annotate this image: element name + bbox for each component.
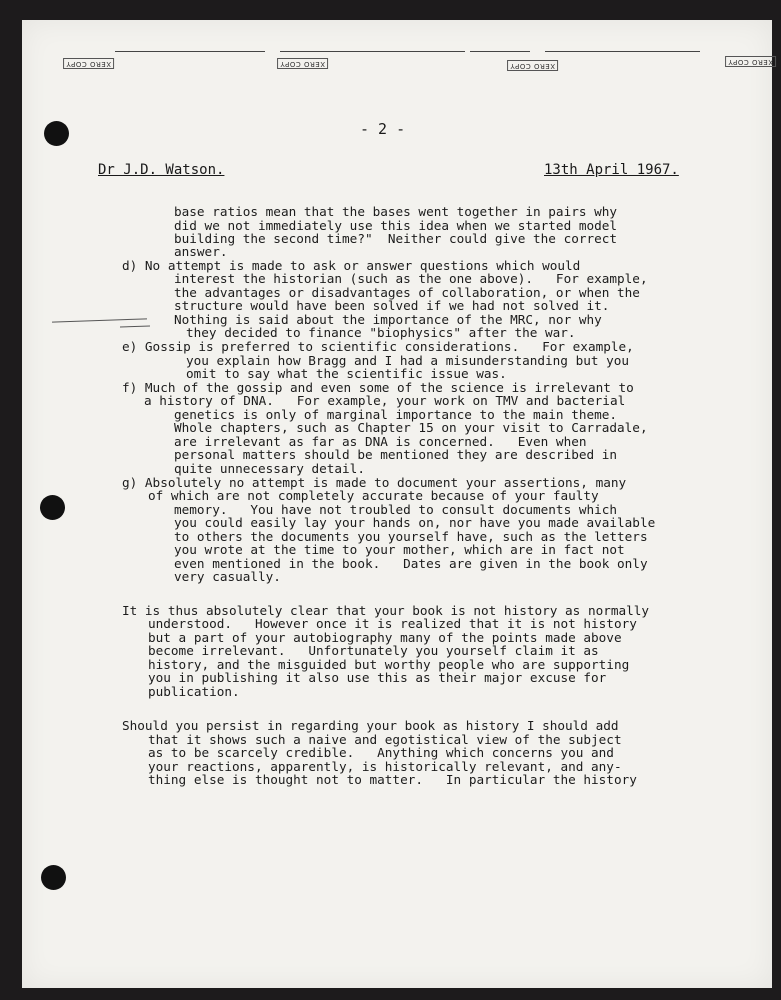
text-line: to others the documents you yourself have, such as the letters — [174, 529, 648, 544]
text-line: Should you persist in regarding your book as history I should add — [122, 718, 619, 733]
text-line: structure would have been solved if we had not solved it. — [174, 298, 610, 313]
text-line: your reactions, apparently, is historically relevant, and any- — [148, 759, 622, 774]
text-line: interest the historian (such as the one above). For example, — [174, 271, 648, 286]
text-line: are irrelevant as far as DNA is concerned. Even when — [174, 434, 587, 449]
text-line: f) Much of the gossip and even some of the science is irrelevant to — [122, 380, 634, 395]
text-line: as to be scarcely credible. Anything which concerns you and — [148, 745, 614, 760]
top-rule — [470, 51, 530, 52]
text-line: publication. — [148, 684, 240, 699]
text-line: genetics is only of marginal importance to the main theme. — [174, 407, 618, 422]
page-number: - 2 - — [360, 120, 406, 138]
punch-hole-bottom — [41, 865, 66, 890]
text-line: personal matters should be mentioned they are described in — [174, 447, 618, 462]
text-line: building the second time?" Neither could give the correct — [174, 231, 618, 246]
letter-date: 13th April 1967. — [544, 162, 679, 178]
recipient-name: Dr J.D. Watson. — [98, 162, 225, 178]
text-line: become irrelevant. Unfortunately you yourself claim it as — [148, 643, 599, 658]
xero-copy-stamp: XERO COPY — [277, 58, 328, 69]
text-line: they decided to finance "biophysics" after the war. — [186, 325, 576, 340]
text-line: did we not immediately use this idea when we started model — [174, 218, 618, 233]
text-line: even mentioned in the book. Dates are given in the book only — [174, 556, 648, 571]
text-line: of which are not completely accurate because of your faulty — [148, 488, 599, 503]
top-rule — [280, 51, 465, 52]
text-line: you wrote at the time to your mother, which are in fact not — [174, 542, 625, 557]
text-line: the advantages or disadvantages of collaboration, or when the — [174, 285, 640, 300]
text-line: It is thus absolutely clear that your book is not history as normally — [122, 603, 650, 618]
text-line: very casually. — [174, 569, 281, 584]
text-line: e) Gossip is preferred to scientific considerations. For example, — [122, 339, 634, 354]
punch-hole-middle — [40, 495, 65, 520]
text-line: a history of DNA. For example, your work on TMV and bacterial — [144, 393, 626, 408]
text-line: thing else is thought not to matter. In particular the history — [148, 772, 637, 787]
top-rule — [115, 51, 265, 52]
text-line: you in publishing it also use this as their major excuse for — [148, 670, 607, 685]
text-line: Whole chapters, such as Chapter 15 on your visit to Carradale, — [174, 420, 648, 435]
text-line: but a part of your autobiography many of the points made above — [148, 630, 622, 645]
text-line: history, and the misguided but worthy people who are supporting — [148, 657, 630, 672]
top-rule — [545, 51, 700, 52]
text-line: answer. — [174, 244, 228, 259]
text-line: quite unnecessary detail. — [174, 461, 365, 476]
text-line: base ratios mean that the bases went together in pairs why — [174, 204, 618, 219]
xero-copy-stamp: XERO COPY — [725, 56, 776, 67]
text-line: that it shows such a naive and egotistical view of the subject — [148, 732, 622, 747]
text-line: omit to say what the scientific issue was. — [186, 366, 507, 381]
text-line: d) No attempt is made to ask or answer questions which would — [122, 258, 581, 273]
text-line: you could easily lay your hands on, nor have you made available — [174, 515, 656, 530]
text-line: g) Absolutely no attempt is made to document your assertions, many — [122, 475, 627, 490]
xero-copy-stamp: XERO COPY — [63, 58, 114, 69]
xero-copy-stamp: XERO COPY — [507, 60, 558, 71]
text-line: you explain how Bragg and I had a misunderstanding but you — [186, 353, 630, 368]
text-line: understood. However once it is realized that it is not history — [148, 616, 637, 631]
punch-hole-top — [44, 121, 69, 146]
text-line: memory. You have not troubled to consult documents which — [174, 502, 618, 517]
text-line: Nothing is said about the importance of the MRC, nor why — [174, 312, 602, 327]
